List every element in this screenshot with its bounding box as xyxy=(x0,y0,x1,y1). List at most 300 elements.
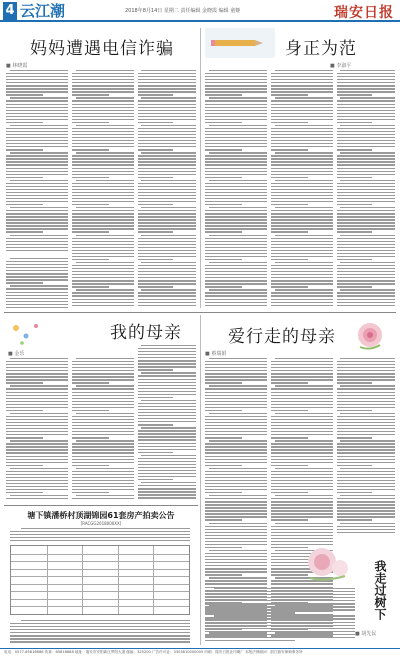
text-line xyxy=(138,73,196,74)
text-line xyxy=(271,137,333,138)
text-line xyxy=(72,228,134,229)
text-line xyxy=(205,437,242,438)
text-line xyxy=(6,88,68,89)
text-line xyxy=(10,180,68,181)
text-line xyxy=(138,256,196,257)
text-line xyxy=(271,265,333,266)
text-line xyxy=(271,404,333,405)
text-line xyxy=(271,277,333,278)
text-line xyxy=(138,143,196,144)
text-line xyxy=(138,366,196,367)
text-line xyxy=(6,192,68,193)
text-line xyxy=(72,410,109,411)
text-line xyxy=(6,171,68,172)
text-line xyxy=(337,492,372,493)
text-line xyxy=(271,271,333,272)
text-line xyxy=(6,382,43,383)
text-line xyxy=(6,213,68,214)
text-line xyxy=(72,376,134,377)
text-line xyxy=(337,79,395,80)
text-line xyxy=(275,358,333,359)
notice-subtitle: [RACGG2018000XX] xyxy=(80,521,122,526)
text-line xyxy=(205,283,267,284)
text-line xyxy=(337,370,395,371)
text-line xyxy=(72,161,134,162)
decorative-rose-image xyxy=(300,540,360,585)
text-line xyxy=(6,222,68,223)
text-line xyxy=(138,225,196,226)
text-line xyxy=(6,379,68,380)
text-line xyxy=(6,422,68,423)
text-line xyxy=(337,265,395,266)
text-line xyxy=(205,401,267,402)
text-line xyxy=(6,204,43,205)
text-line xyxy=(205,85,267,86)
text-line xyxy=(337,489,395,490)
text-line xyxy=(271,516,333,517)
text-line xyxy=(337,110,395,111)
text-line xyxy=(337,228,395,229)
text-line xyxy=(340,97,395,98)
text-line xyxy=(205,419,267,420)
text-line xyxy=(340,523,395,524)
text-line xyxy=(76,262,134,263)
text-line xyxy=(205,492,242,493)
text-line xyxy=(6,161,68,162)
text-line xyxy=(138,446,196,447)
text-line xyxy=(205,210,267,211)
text-line xyxy=(209,577,267,578)
text-line xyxy=(72,459,134,460)
article-title: 爱行走的母亲 xyxy=(228,327,336,347)
text-line xyxy=(337,379,395,380)
text-line xyxy=(205,76,267,77)
text-line xyxy=(6,419,68,420)
decorative-pencil-image xyxy=(205,28,275,58)
text-line xyxy=(205,247,267,248)
text-line xyxy=(271,295,333,296)
text-line xyxy=(141,289,196,290)
text-line xyxy=(205,299,267,300)
text-line xyxy=(205,446,267,447)
text-line xyxy=(337,501,395,502)
text-line xyxy=(205,565,267,566)
text-line xyxy=(138,113,196,114)
text-line xyxy=(337,452,395,453)
text-line xyxy=(275,125,333,126)
text-line xyxy=(205,238,267,239)
text-line xyxy=(205,305,267,306)
text-line xyxy=(138,409,196,410)
text-line xyxy=(205,122,242,123)
text-line xyxy=(271,388,333,389)
text-line xyxy=(214,615,355,616)
text-line xyxy=(6,449,68,450)
text-line xyxy=(72,241,134,242)
text-line xyxy=(138,351,196,352)
text-line xyxy=(6,210,68,211)
text-line xyxy=(6,276,68,277)
text-line xyxy=(10,413,68,414)
text-line xyxy=(337,480,395,481)
text-line xyxy=(72,116,134,117)
text-line xyxy=(6,94,43,95)
text-line xyxy=(275,289,333,290)
text-line xyxy=(271,370,333,371)
text-line xyxy=(72,302,134,303)
text-line xyxy=(271,498,333,499)
text-line xyxy=(76,358,134,359)
text-line xyxy=(10,125,68,126)
text-line xyxy=(337,295,395,296)
text-line xyxy=(271,446,333,447)
text-line xyxy=(209,289,267,290)
text-line xyxy=(271,379,333,380)
text-line xyxy=(337,373,395,374)
text-line xyxy=(76,468,134,469)
text-line xyxy=(205,113,267,114)
text-line xyxy=(205,526,267,527)
text-line xyxy=(337,474,395,475)
text-line xyxy=(337,149,372,150)
text-line xyxy=(6,104,68,105)
text-line xyxy=(271,507,333,508)
text-line xyxy=(6,186,68,187)
text-line xyxy=(340,152,395,153)
text-line xyxy=(72,104,134,105)
text-line xyxy=(6,407,68,408)
text-line xyxy=(205,277,267,278)
text-line xyxy=(205,428,267,429)
text-line xyxy=(205,241,267,242)
text-line xyxy=(138,391,196,392)
text-line xyxy=(76,413,134,414)
text-line xyxy=(205,268,267,269)
text-line xyxy=(138,238,196,239)
text-line xyxy=(205,571,267,572)
text-line xyxy=(6,498,68,499)
text-line xyxy=(271,382,308,383)
text-line xyxy=(205,410,242,411)
text-line xyxy=(337,164,395,165)
text-line xyxy=(72,183,134,184)
text-line xyxy=(275,385,333,386)
text-line xyxy=(205,637,355,638)
text-line xyxy=(138,497,196,498)
text-line xyxy=(138,250,196,251)
text-line xyxy=(6,116,68,117)
text-line xyxy=(138,177,173,178)
page-footer xyxy=(0,648,400,656)
text-line xyxy=(6,113,68,114)
text-line xyxy=(138,76,196,77)
text-line xyxy=(271,225,333,226)
text-line xyxy=(6,361,68,362)
text-line xyxy=(6,446,68,447)
text-line xyxy=(340,468,395,469)
text-line xyxy=(271,219,333,220)
text-line xyxy=(271,416,333,417)
text-line xyxy=(72,146,134,147)
text-line xyxy=(6,201,68,202)
text-line xyxy=(6,189,68,190)
text-line xyxy=(271,513,333,514)
text-line xyxy=(337,192,395,193)
text-line xyxy=(337,259,372,260)
text-line xyxy=(76,125,134,126)
text-line xyxy=(72,361,134,362)
text-line xyxy=(138,363,196,364)
text-line xyxy=(10,623,190,624)
text-line xyxy=(205,373,267,374)
text-line xyxy=(138,354,196,355)
text-line xyxy=(138,79,196,80)
text-line xyxy=(10,495,68,496)
text-line xyxy=(205,580,267,581)
text-line xyxy=(76,152,134,153)
article-column xyxy=(72,358,134,503)
text-line xyxy=(6,231,43,232)
text-line xyxy=(209,235,267,236)
text-line xyxy=(138,241,196,242)
text-line xyxy=(72,271,134,272)
text-line xyxy=(271,492,308,493)
text-line xyxy=(72,174,134,175)
text-line xyxy=(337,299,395,300)
text-line xyxy=(337,382,372,383)
text-line xyxy=(138,244,196,245)
text-line xyxy=(337,119,395,120)
text-line xyxy=(138,274,196,275)
text-line xyxy=(205,529,267,530)
text-line xyxy=(337,462,395,463)
text-line xyxy=(337,88,395,89)
text-line xyxy=(72,149,109,150)
text-line xyxy=(337,253,395,254)
table-column-rule xyxy=(153,546,154,614)
text-line xyxy=(337,204,372,205)
text-line xyxy=(138,464,196,465)
text-line xyxy=(6,279,68,280)
text-line xyxy=(6,431,68,432)
text-line xyxy=(337,395,395,396)
text-line xyxy=(205,280,267,281)
text-line xyxy=(76,289,134,290)
text-line xyxy=(72,305,134,306)
text-line xyxy=(138,128,196,129)
text-line xyxy=(205,161,267,162)
text-line xyxy=(141,97,196,98)
text-line xyxy=(6,425,68,426)
text-line xyxy=(6,241,68,242)
text-line xyxy=(72,364,134,365)
text-line xyxy=(271,177,308,178)
text-line xyxy=(6,480,68,481)
text-line xyxy=(340,385,395,386)
text-line xyxy=(337,171,395,172)
text-line xyxy=(271,305,333,306)
text-line xyxy=(72,452,134,453)
text-line xyxy=(271,195,333,196)
text-line xyxy=(141,482,196,483)
text-line xyxy=(72,110,134,111)
text-line xyxy=(6,250,68,251)
text-line xyxy=(205,471,267,472)
text-line xyxy=(337,459,395,460)
text-line xyxy=(138,192,196,193)
text-line xyxy=(6,174,68,175)
text-line xyxy=(138,195,196,196)
table-column-rule xyxy=(82,546,83,614)
text-line xyxy=(205,177,242,178)
article-column xyxy=(6,70,68,255)
text-line xyxy=(337,305,395,306)
text-line xyxy=(205,79,267,80)
text-line xyxy=(10,635,190,636)
text-line xyxy=(72,168,134,169)
text-line xyxy=(205,489,267,490)
text-line xyxy=(72,299,134,300)
text-line xyxy=(72,404,134,405)
text-line xyxy=(205,174,267,175)
text-line xyxy=(337,367,395,368)
text-line xyxy=(340,440,395,441)
text-line xyxy=(340,207,395,208)
text-line xyxy=(271,253,333,254)
text-line xyxy=(337,404,395,405)
text-line xyxy=(337,437,372,438)
text-line xyxy=(271,535,333,536)
text-line xyxy=(271,501,333,502)
text-line xyxy=(205,443,267,444)
text-line xyxy=(205,253,267,254)
text-line xyxy=(271,247,333,248)
text-line xyxy=(205,382,242,383)
text-line xyxy=(6,434,68,435)
text-line xyxy=(209,385,267,386)
text-line xyxy=(271,73,333,74)
text-line xyxy=(337,244,395,245)
text-line xyxy=(6,244,68,245)
text-line xyxy=(337,401,395,402)
text-line xyxy=(271,231,308,232)
text-line xyxy=(138,146,196,147)
text-line xyxy=(275,495,333,496)
text-line xyxy=(72,292,134,293)
text-line xyxy=(72,280,134,281)
text-line xyxy=(337,137,395,138)
text-line xyxy=(72,219,134,220)
text-line xyxy=(337,283,395,284)
text-line xyxy=(6,367,68,368)
text-line xyxy=(271,431,333,432)
text-line xyxy=(6,471,68,472)
section-divider xyxy=(4,312,396,313)
text-line xyxy=(271,256,333,257)
text-line xyxy=(337,186,395,187)
text-line xyxy=(205,541,267,542)
text-line xyxy=(205,286,242,287)
text-line xyxy=(205,553,267,554)
text-line xyxy=(72,198,134,199)
text-line xyxy=(138,231,173,232)
text-line xyxy=(138,116,196,117)
text-line xyxy=(138,458,196,459)
text-line xyxy=(271,186,333,187)
text-line xyxy=(340,70,395,71)
text-line xyxy=(340,289,395,290)
text-line xyxy=(205,388,267,389)
text-line xyxy=(271,244,333,245)
table-row-rule xyxy=(11,606,189,607)
text-line xyxy=(271,198,333,199)
text-line xyxy=(205,231,242,232)
text-line xyxy=(6,110,68,111)
text-line xyxy=(72,416,134,417)
text-line xyxy=(205,538,267,539)
text-line xyxy=(205,265,267,266)
text-line xyxy=(205,274,267,275)
text-line xyxy=(337,434,395,435)
text-line xyxy=(271,437,308,438)
text-line xyxy=(337,286,372,287)
text-line xyxy=(337,428,395,429)
text-line xyxy=(6,91,68,92)
text-line xyxy=(271,259,308,260)
text-line xyxy=(72,244,134,245)
text-line xyxy=(10,629,190,630)
text-line xyxy=(271,228,333,229)
text-line xyxy=(138,348,196,349)
text-line xyxy=(6,410,43,411)
text-line xyxy=(205,110,267,111)
text-line xyxy=(72,382,109,383)
text-line xyxy=(72,486,134,487)
text-line xyxy=(271,392,333,393)
text-line xyxy=(72,100,134,101)
text-line xyxy=(205,507,267,508)
text-line xyxy=(141,152,196,153)
text-line xyxy=(337,302,395,303)
text-line xyxy=(337,256,395,257)
text-line xyxy=(337,292,395,293)
text-line xyxy=(337,510,395,511)
text-line xyxy=(209,358,267,359)
text-line xyxy=(205,398,267,399)
text-line xyxy=(6,373,68,374)
text-line xyxy=(141,455,196,456)
text-line xyxy=(6,122,43,123)
text-line xyxy=(337,529,395,530)
text-line xyxy=(205,498,267,499)
text-line xyxy=(138,488,196,489)
text-line xyxy=(72,498,134,499)
text-line xyxy=(271,510,333,511)
text-line xyxy=(6,301,68,302)
text-line xyxy=(209,125,267,126)
text-line xyxy=(271,302,333,303)
text-line xyxy=(138,461,196,462)
text-line xyxy=(271,419,333,420)
footer-text: 电话：0577-65816688 传真：65816688 地址：瑞安市安阳新区罗阳大道 邮编：325200 广告许可证：3303810000005 印刷：瑞安日报社印刷厂 本报法律顾问：浙江瑞安律师事务所 xyxy=(4,650,303,654)
text-line xyxy=(72,195,134,196)
text-line xyxy=(205,82,267,83)
text-line xyxy=(141,235,196,236)
text-line xyxy=(340,235,395,236)
text-line xyxy=(10,258,68,259)
text-line xyxy=(72,422,134,423)
text-line xyxy=(271,201,333,202)
